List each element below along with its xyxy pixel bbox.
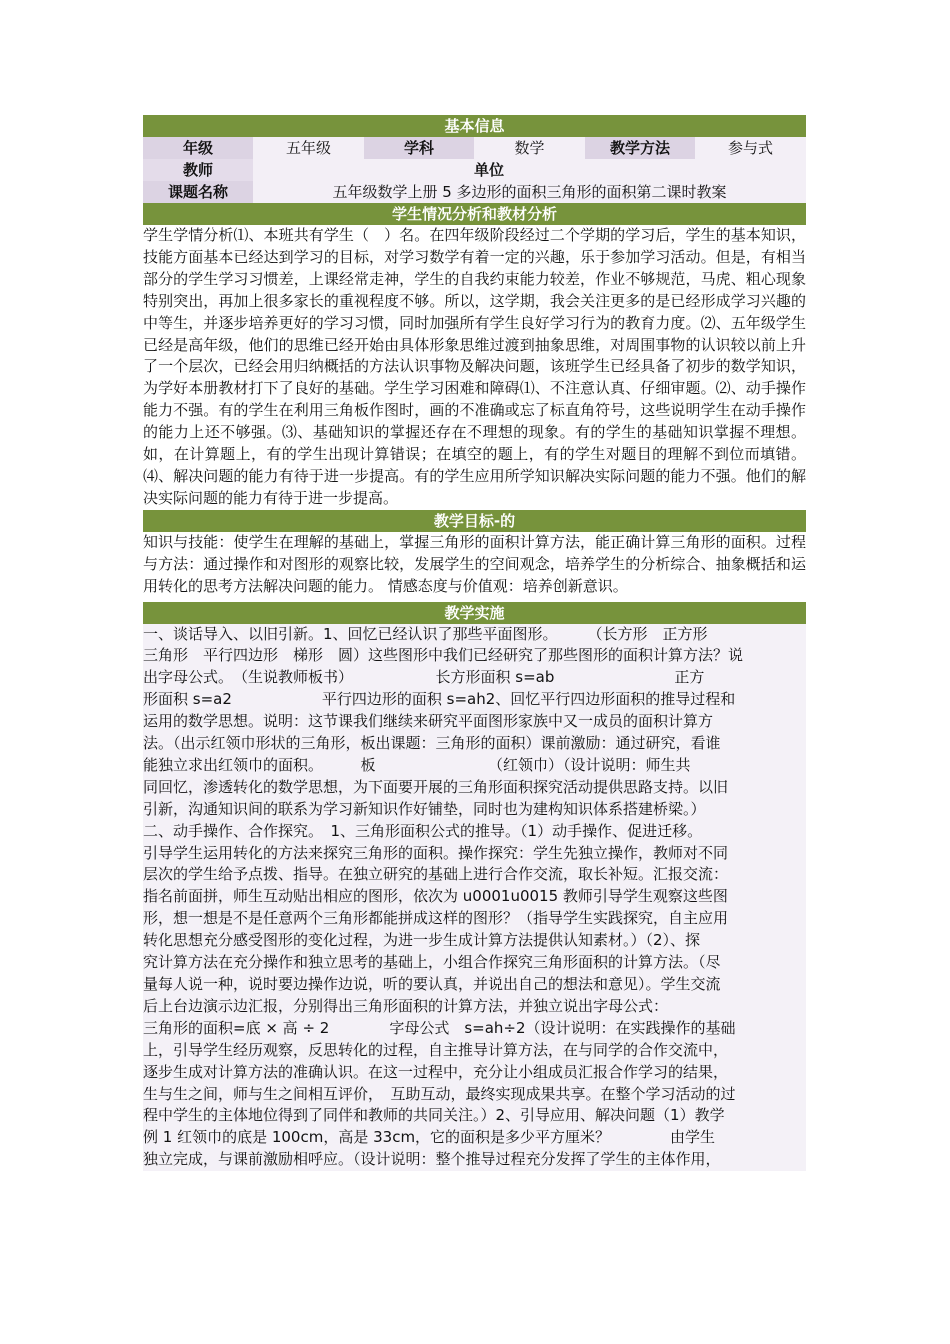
method-label: 教学方法 — [585, 137, 695, 159]
implementation-line: 转化思想充分感受图形的变化过程，为进一步生成计算方法提供认知素材。）（2）、探 — [143, 931, 701, 950]
implementation-line: 指名前面拼，师生互动贴出相应的图形，依次为 u0001u0015 教师引导学生观察这些图 — [143, 887, 728, 906]
implementation-line: 层次的学生给予点拨、指导。在独立研究的基础上进行合作交流，取长补短。汇报交流： — [143, 865, 729, 884]
implementation-line: 二、动手操作、合作探究。 1、三角形面积公式的推导。（1）动手操作、促进迁移。 — [143, 821, 703, 840]
implementation-line: 形，想一想是不是任意两个三角形都能拼成这样的图形？（指导学生实践探究，自主应用 — [143, 909, 729, 928]
subject-value: 数学 — [474, 137, 585, 159]
basic-info-table — [143, 115, 806, 203]
unit-value — [585, 159, 806, 181]
analysis-header: 学生情况分析和教材分析 — [143, 203, 806, 225]
implementation-line: 三角形 平行四边形 梯形 圆）这些图形中我们已经研究了那些图形的面积计算方法？说 — [143, 646, 744, 665]
teacher-row — [143, 159, 806, 181]
implementation-line: 引新，沟通知识间的联系为学习新知识作好铺垫，同时也为建构知识体系搭建桥梁。） — [143, 799, 706, 818]
grade-value: 五年级 — [253, 137, 364, 159]
implementation-line: 究计算方法在充分操作和独立思考的基础上，小组合作探究三角形面积的计算方法。（尽 — [143, 953, 721, 972]
implementation-line: 形面积 s=a2 平行四边形的面积 s=ah2、回忆平行四边形面积的推导过程和 — [143, 690, 736, 709]
topic-row — [143, 181, 806, 203]
implementation-line: 出字母公式。 （生说教师板书） 长方形面积 s=ab 正方 — [143, 668, 705, 687]
topic-value: 五年级数学上册 5 多边形的面积三角形的面积第二课时教案 — [253, 181, 806, 203]
implementation-line: 例 1 红领巾的底是 100cm，高是 33cm，它的面积是多少平方厘米？ 由学生 — [143, 1128, 716, 1147]
grade-label: 年级 — [143, 137, 253, 159]
implementation-header: 教学实施 — [143, 602, 806, 624]
implementation-line: 逐步生成对计算方法的准确认识。在这一过程中，充分让小组成员汇报合作学习的结果， — [143, 1062, 729, 1081]
objectives-header: 教学目标-的 — [143, 510, 806, 532]
grade-row — [143, 137, 806, 159]
implementation-line: 程中学生的主体地位得到了同伴和教师的共同关注。）2、引导应用、解决问题（1）教学 — [143, 1106, 725, 1125]
implementation-line: 运用的数学思想。说明：这节课我们继续来研究平面图形家族中又一成员的面积计算方 — [143, 712, 714, 731]
unit-label: 单位 — [474, 159, 585, 181]
lesson-plan-document — [143, 115, 806, 1171]
teacher-label: 教师 — [143, 159, 253, 181]
implementation-line: 同回忆，渗透转化的数学思想，为下面要开展的三角形面积探究活动提供思路支持。以旧 — [143, 777, 729, 796]
implementation-line: 量每人说一种，说时要边操作边说，听的要认真，并说出自己的想法和意见）。学生交流 — [143, 975, 721, 993]
implementation-body — [143, 624, 806, 1172]
implementation-line: 独立完成，与课前激励相呼应。（设计说明：整个推导过程充分发挥了学生的主体作用， — [143, 1150, 721, 1169]
subject-label: 学科 — [364, 137, 474, 159]
implementation-line: 能独立求出红领巾的面积。 板 （红领巾）（设计说明：师生共 — [143, 755, 691, 774]
implementation-line: 三角形的面积=底 × 高 ÷ 2 字母公式 s=ah÷2（设计说明：在实践操作的基础 — [143, 1018, 736, 1037]
implementation-line: 法。（出示红领巾形状的三角形，板出课题：三角形的面积）课前激励：通过研究，看谁 — [143, 734, 721, 753]
basic-info-header: 基本信息 — [143, 115, 806, 137]
implementation-line: 引导学生运用转化的方法来探究三角形的面积。操作探究：学生先独立操作，教师对不同 — [143, 843, 729, 862]
implementation-line: 一、谈话导入、以旧引新。1、回忆已经认识了那些平面图形。 （长方形 正方形 — [143, 624, 708, 643]
topic-label: 课题名称 — [143, 181, 253, 203]
implementation-line: 后上台边演示边汇报，分别得出三角形面积的计算方法，并独立说出字母公式： — [143, 996, 669, 1015]
teacher-value — [253, 159, 474, 181]
implementation-line: 生与生之间，师与生之间相互评价， 互助互动，最终实现成果共享。在整个学习活动的过 — [143, 1084, 736, 1103]
objectives-text: 知识与技能：使学生在理解的基础上，掌握三角形的面积计算方法，能正确计算三角形的面积。过程与方法：通过操作和对图形的观察比较，发展学生的空间观念，培养学生的分析综合、抽象概括和运用转化的思考方法解决问题的能力。 情感态度与价值观：培养创新意识。 — [143, 532, 806, 595]
method-value: 参与式 — [695, 137, 806, 159]
implementation-line: 上，引导学生经历观察，反思转化的过程，自主推导计算方法，在与同学的合作交流中， — [143, 1040, 729, 1059]
analysis-text: 学生学情分析⑴、本班共有学生（ ）名。在四年级阶段经过二个学期的学习后，学生的基本知识，技能方面基本已经达到学习的目标，对学习数学有着一定的兴趣，乐于参加学习活动。但是，有相当部分的学生学习习惯差，上课经常走神，学生的自我约束能力较差，作业不够规范，马虎、粗心现象特别突出，再加上很多家长的重视程度不够。所以，这学期，我会关注更多的是已经形成学习兴趣的中等生，并逐步培养更好的学习习惯，同时加强所有学生良好学习行为的教育力度。⑵、五年级学生已经是高年级，他们的思维已经开始由具体形象思维过渡到抽象思维，对周围事物的认识较以前上升了一个层次，已经会用归纳概括的方法认识事物及解决问题，该班学生已经具备了初步的数学知识，为学好本册教材打下了良好的基础。学生学习困难和障碍⑴、不注意认真、仔细审题。⑵、动手操作能力不强。有的学生在利用三角板作图时，画的不准确或忘了标直角符号，这些说明学生在动手操作的能力上还不够强。⑶、基础知识的掌握还存在不理想的现象。有的学生的基础知识掌握不理想。如，在计算题上，有的学生出现计算错误；在填空的题上，有的学生对题目的理解不到位而填错。 ⑷、解决问题的能力有待于进一步提高。有的学生应用所学知识解决实际问题的能力不强。他们的解决实际问题的能力有待于进一步提高。 — [143, 226, 806, 507]
